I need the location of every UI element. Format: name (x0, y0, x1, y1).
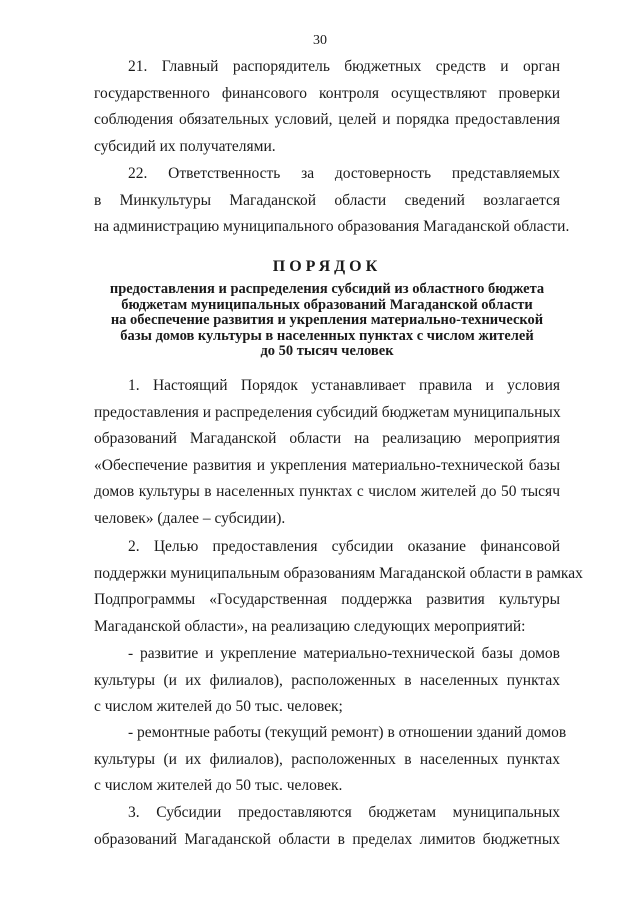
text-line: предоставления и распределения субсидий бюджетам муниципальных (94, 403, 561, 421)
text-line: с числом жителей до 50 тыс. человек. (94, 777, 343, 794)
text-line: государственного финансового контроля осуществляют проверки (94, 84, 560, 102)
text-line: Магаданской области», на реализацию следующих мероприятий: (94, 617, 526, 635)
text-line: - ремонтные работы (текущий ремонт) в отношении зданий домов (128, 724, 567, 741)
text-line: 1. Настоящий Порядок устанавливает правила и условия (128, 377, 560, 394)
text-line: 3. Субсидии предоставляются бюджетам муниципальных (128, 804, 560, 821)
subtitle-line: до 50 тысяч человек (260, 343, 394, 359)
section-title: ПОРЯДОК (272, 258, 382, 275)
section-subtitle (94, 282, 560, 360)
text-line: человек» (далее – субсидии). (94, 509, 286, 527)
text-line: культуры (и их филиалов), расположенных в населенных пунктах (94, 750, 560, 768)
text-line: образований Магаданской области в пределах лимитов бюджетных (94, 830, 560, 848)
text-line: культуры (и их филиалов), расположенных в населенных пунктах (94, 671, 560, 689)
paragraph-22 (94, 161, 570, 241)
paragraph-1 (94, 373, 560, 532)
text-line: соблюдения обязательных условий, целей и порядка предоставления (94, 111, 560, 128)
paragraph-21 (94, 54, 560, 160)
subtitle-line: на обеспечение развития и укрепления материально-технической (110, 312, 544, 328)
text-line: поддержки муниципальным образованиям Магаданской области в рамках (94, 564, 583, 582)
text-line: на администрацию муниципального образования Магаданской области. (94, 218, 570, 235)
text-line: домов культуры в населенных пунктах с числом жителей до 50 тысяч (94, 483, 560, 500)
text-line: 22. Ответственность за достоверность представляемых (128, 165, 560, 182)
subtitle-line: базы домов культуры в населенных пунктах с числом жителей (120, 327, 534, 344)
text-line: с числом жителей до 50 тыс. человек; (94, 698, 343, 715)
paragraph-3 (94, 800, 560, 853)
text-line: - развитие и укрепление материально-технической базы домов (128, 645, 560, 662)
text-line: 21. Главный распорядитель бюджетных средств и орган (128, 58, 560, 75)
text-line: в Минкультуры Магаданской области сведений возлагается (94, 191, 560, 209)
subtitle-line: бюджетам муниципальных образований Магаданской области (121, 296, 533, 313)
text-line: образований Магаданской области на реализацию мероприятия (94, 430, 560, 447)
text-line: Подпрограммы «Государственная поддержка развития культуры (94, 591, 560, 608)
text-line: «Обеспечение развития и укрепления материально-технической базы (94, 456, 560, 474)
list-item (94, 641, 560, 721)
paragraph-2 (94, 534, 583, 640)
text-line: субсидий их получателями. (94, 137, 276, 155)
list-item (94, 720, 567, 800)
subtitle-line: предоставления и распределения субсидий из областного бюджета (109, 281, 545, 297)
text-line: 2. Целью предоставления субсидии оказание финансовой (128, 538, 560, 555)
page-number: 30 (313, 33, 327, 48)
